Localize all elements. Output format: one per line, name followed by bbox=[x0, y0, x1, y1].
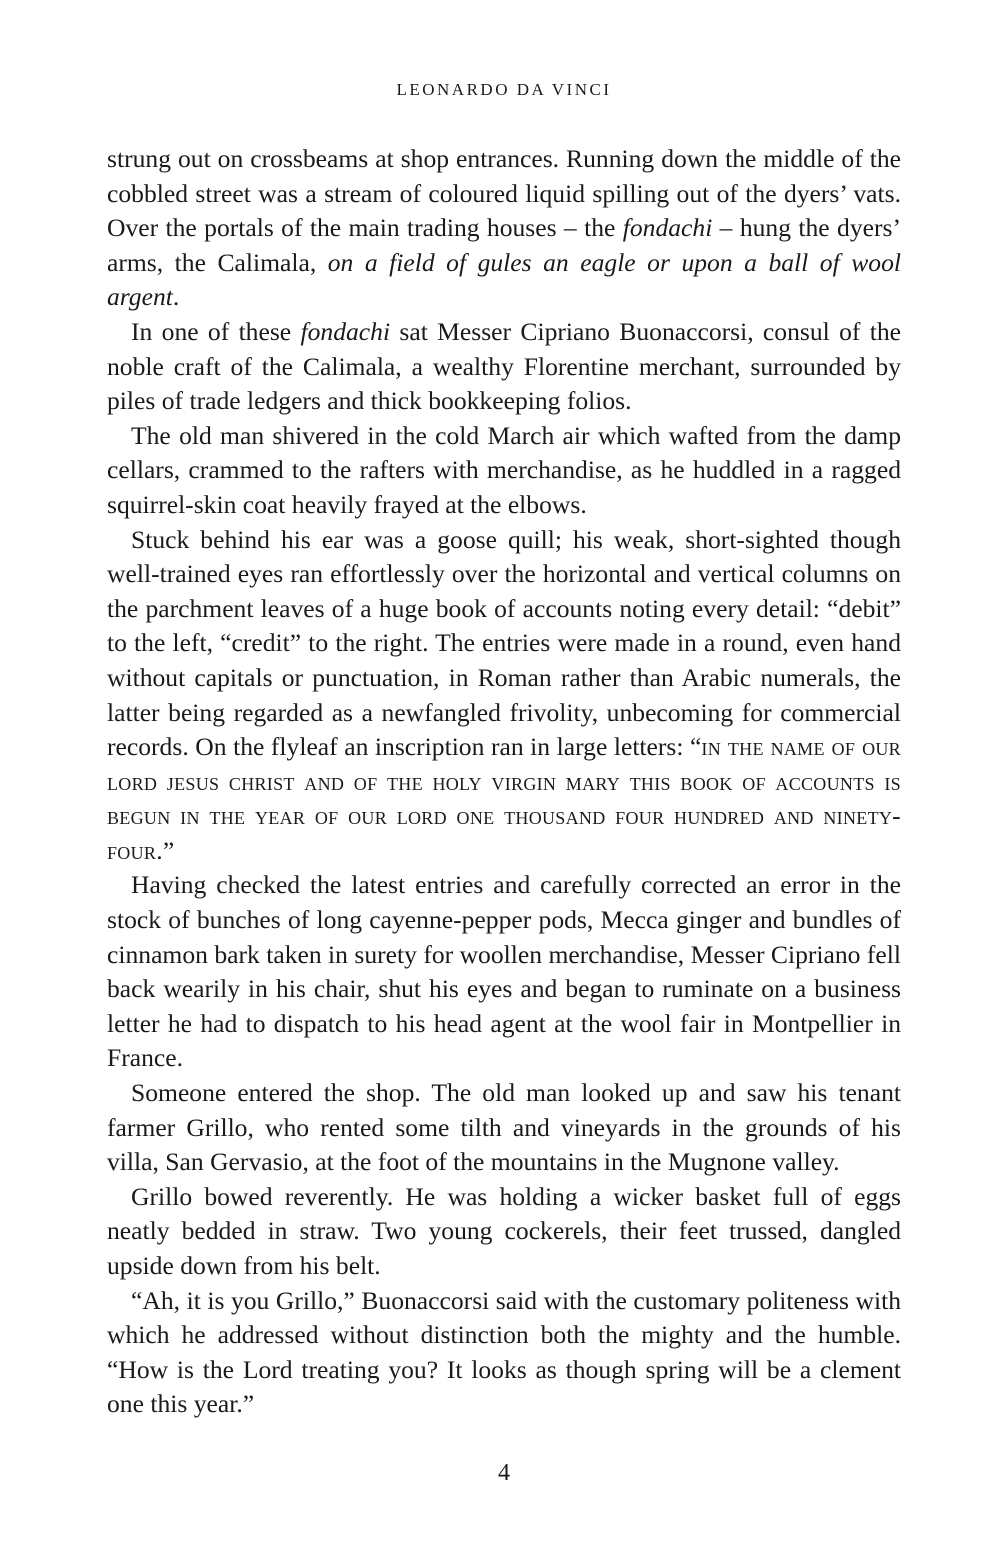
paragraph-1-text-a: strung out on crossbeams at shop entrances. Running down the middle of the cobbled street was a stream of coloured liquid spilling out of the dyers’ vats. Over the portals of the main trading houses – the bbox=[107, 144, 901, 243]
italic-fondachi: fondachi bbox=[622, 213, 713, 243]
page-number: 4 bbox=[498, 1460, 510, 1486]
paragraph-8: “Ah, it is you Grillo,” Buonaccorsi said with the customary politeness with which he addressed without distinction both the mighty and the humble. “How is the Lord treating you? It looks as though spring will be a clement one this year.” bbox=[107, 1285, 901, 1419]
paragraph-1-text-e: . bbox=[172, 282, 180, 312]
running-head: LEONARDO DA VINCI bbox=[396, 80, 612, 99]
paragraph-4-text-a: Stuck behind his ear was a goose quill; his weak, short-sighted though well-trained eyes ran effortlessly over the horizontal and vertical columns on the parchment leaves of a huge book of accounts noting every detail: “debit” to the left, “credit” to the right. The entries were made in a round, even hand without capitals or punctuation, in Roman rather than Arabic numerals, the latter being regarded as a newfangled frivolity, unbecoming for commercial records. On the flyleaf an inscription ran in large letters: “ bbox=[107, 524, 901, 762]
ledger-inscription: in the name of our lord jesus christ and of the holy virgin mary this book of accounts is begun in the year of our lord one thousand four hundred and ninety-four. bbox=[107, 732, 901, 865]
body-text bbox=[107, 142, 901, 1422]
paragraph-2-text-a: In one of these bbox=[131, 316, 301, 346]
paragraph-7: Grillo bowed reverently. He was holding a wicker basket full of eggs neatly bedded in straw. Two young cockerels, their feet trussed, dangled upside down from his belt. bbox=[107, 1181, 901, 1280]
paragraph-3: The old man shivered in the cold March air which wafted from the damp cellars, crammed to the rafters with merchandise, as he huddled in a ragged squirrel-skin coat heavily frayed at the elbows. bbox=[107, 420, 901, 519]
italic-blazon: on a field of gules an eagle or upon a ball of wool argent bbox=[107, 247, 901, 312]
paragraph-5: Having checked the latest entries and carefully corrected an error in the stock of bunches of long cayenne-pepper pods, Mecca ginger and bundles of cinnamon bark taken in surety for woollen merchandise, Messer Cipriano fell back wearily in his chair, shut his eyes and began to ruminate on a business letter he had to dispatch to his head agent at the wool fair in Montpellier in France. bbox=[107, 870, 901, 1073]
paragraph-4-text-c: ” bbox=[162, 835, 175, 865]
paragraph-2 bbox=[107, 315, 901, 419]
paragraph-6: Someone entered the shop. The old man looked up and saw his tenant farmer Grillo, who rented some tilth and vineyards in the grounds of his villa, San Gervasio, at the foot of the mountains in the Mugnone valley. bbox=[107, 1078, 901, 1177]
paragraph-1 bbox=[107, 142, 901, 315]
paragraph-4 bbox=[107, 523, 901, 869]
paragraph-1-text-c: – hung the dyers’ arms, the Calimala, bbox=[107, 213, 901, 277]
italic-fondachi-2: fondachi bbox=[300, 316, 391, 346]
paragraph-2-text-c: sat Messer Cipriano Buonaccorsi, consul of the noble craft of the Calimala, a wealthy Florentine merchant, surrounded by piles of trade ledgers and thick bookkeeping folios. bbox=[107, 316, 901, 416]
